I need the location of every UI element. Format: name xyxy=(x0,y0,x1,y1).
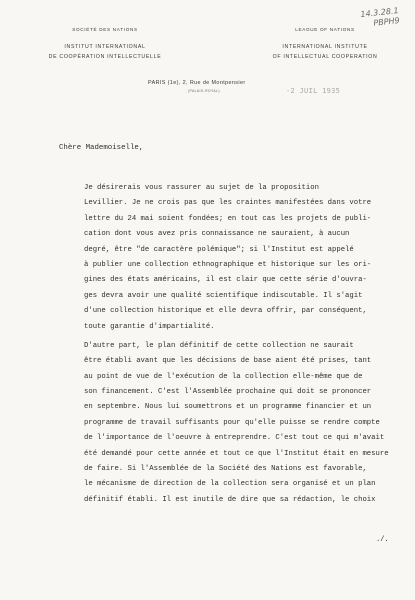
text-line: son financement. C'est l'Assemblée prochaine qui doit se prononcer xyxy=(84,388,372,397)
text-line: D'autre part, le plan définitif de cette collection ne saurait xyxy=(84,341,354,350)
paragraph-2 xyxy=(56,339,408,508)
text-line: lettre du 24 mai soient fondées; en tout cas les projets de publi- xyxy=(84,214,372,223)
letterhead-right xyxy=(255,27,395,60)
text-line: été demandé pour cette année et tout ce que l'Institut était en mesure xyxy=(84,449,389,458)
handwritten-ref-line1: 14.3.28.1 xyxy=(360,6,399,20)
text-line: Je désirerais vous rassurer au sujet de la proposition xyxy=(84,184,319,192)
text-line: en septembre. Nous lui soumettrons et un programme financier et un xyxy=(84,403,372,412)
text-line: ges devra avoir une qualité scientifique indiscutable. Il s'agit xyxy=(84,291,363,300)
text-line: gines des états américains, il est clair que cette série d'ouvra- xyxy=(84,276,367,285)
letterhead-left xyxy=(30,27,180,60)
text-line: définitif établi. Il est inutile de dire que sa rédaction, le choix xyxy=(84,495,376,504)
institute-name-en-line2: OF INTELLECTUAL COOPERATION xyxy=(272,54,378,60)
handwritten-reference xyxy=(360,6,400,30)
paragraph-1 xyxy=(56,181,408,335)
text-line: degré, être "de caractère polémique"; si l'Institut est appelé xyxy=(84,245,354,254)
institute-name-fr-line2: DE COOPÉRATION INTELLECTUELLE xyxy=(48,54,162,60)
text-line: de faire. Si l'Assemblée de la Société des Nations est favorable, xyxy=(84,465,367,474)
institute-name-en-line1: INTERNATIONAL INSTITUTE xyxy=(282,44,368,50)
date-stamp: -2 JUIL 1935 xyxy=(286,87,341,95)
text-line: de l'importance de l'oeuvre à entreprendre. C'est tout ce qui m'avait xyxy=(84,434,385,443)
text-line: programme de travail suffisants pour qu'elle puisse se rendre compte xyxy=(84,418,380,427)
org-name-en: LEAGUE OF NATIONS xyxy=(295,27,355,32)
text-line: au point de vue de l'exécution de la collection elle-même que de xyxy=(84,372,363,381)
institute-name-fr-line1: INSTITUT INTERNATIONAL xyxy=(64,44,146,50)
text-line: cation dont vous avez pris connaissance ne sauraient, à aucun xyxy=(84,230,350,239)
text-line: toute garantie d'impartialité. xyxy=(84,322,215,331)
text-line: d'une collection historique et elle devra offrir, par conséquent, xyxy=(84,307,367,316)
letterhead-address: PARIS (1e), 2, Rue de Montpensier xyxy=(148,80,246,86)
letterhead-address-sub: (PALAIS-ROYAL) xyxy=(188,89,220,93)
text-line: le mécanisme de direction de la collection sera organisé et un plan xyxy=(84,480,376,489)
salutation: Chère Mademoiselle, xyxy=(59,144,144,152)
letter-body xyxy=(56,181,408,508)
org-name-fr: SOCIÉTÉ DES NATIONS xyxy=(72,27,138,32)
text-line: être établi avant que les décisions de base aient été prises, tant xyxy=(84,357,372,366)
continuation-mark: ./. xyxy=(376,536,389,544)
text-line: à publier une collection ethnographique et historique sur les ori- xyxy=(84,260,372,269)
handwritten-ref-line2: PBPH9 xyxy=(372,16,401,28)
text-line: Levillier. Je ne crois pas que les craintes manifestées dans votre xyxy=(84,199,372,208)
